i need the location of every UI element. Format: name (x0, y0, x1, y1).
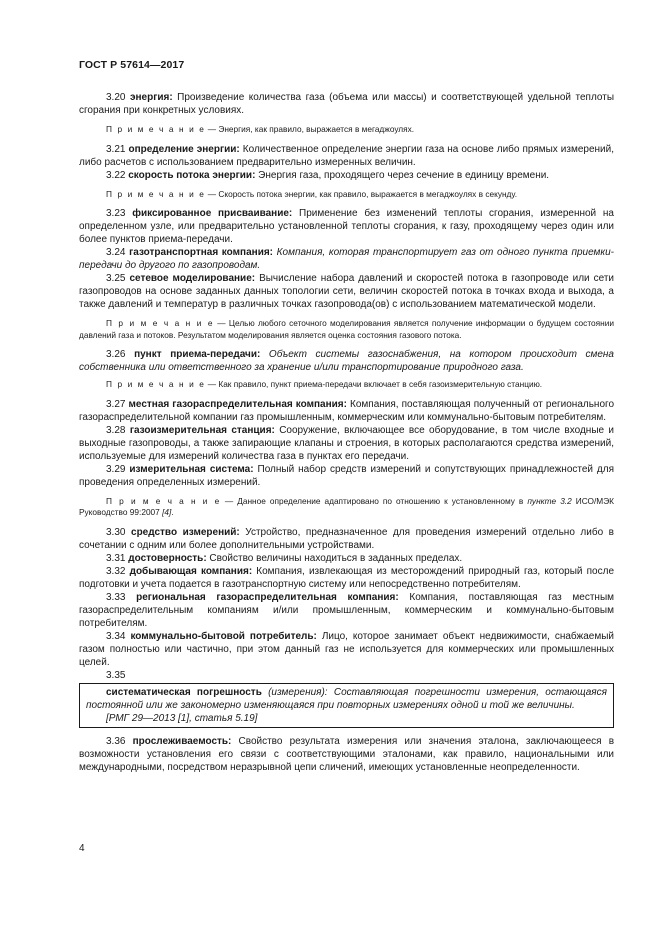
term: фиксированное присваивание: (132, 208, 293, 219)
note-3-29 (79, 496, 614, 519)
term: сетевое моделирование: (129, 273, 256, 284)
definition-text: Компания, извлекающая из месторождений природный газ, который после подготовки и учета подается в газотранспортную систему или непосредственно потребителям. (79, 565, 615, 590)
note-3-20 (79, 124, 614, 136)
definition-text: Полный набор средств измерений и сопутствующих принадлежностей для проведения определенных измерений. (79, 463, 615, 488)
item-number: 3.31 (106, 552, 126, 564)
definition-text: Компания, которая транспортирует газ от одного пункта приемки-передачи до другого по газопроводам. (79, 247, 614, 271)
item-number: 3.24 (106, 247, 126, 258)
term: скорость потока энергии: (128, 169, 256, 181)
note-text: — Как правило, пункт приема-передачи включает в себя газоизмерительную станцию. (205, 379, 543, 389)
note-text: — Скорость потока энергии, как правило, выражается в мегаджоулях в секунду. (205, 188, 518, 199)
definition-text: Лицо, которое занимает объект недвижимости, снабжаемый газом полностью или частично, при этом данный газ не используется для коммерческих или промышленных целей. (79, 630, 614, 668)
term: добывающая компания: (129, 565, 253, 577)
item-number: 3.34 (106, 630, 126, 642)
definition-3-31 (79, 552, 614, 565)
definition-text: Произведение количества газа (объема или массы) и соответствующей удельной теплоты сгорания при конкретных условиях. (79, 92, 615, 116)
note-label: П р и м е ч а н и е (106, 318, 215, 328)
item-number: 3.22 (106, 169, 126, 181)
term: систематическая погрешность (106, 686, 262, 698)
quoted-definition-box (79, 683, 614, 728)
definition-3-28 (79, 424, 614, 463)
definition-text: Объект системы газоснабжения, на котором происходит смена собственника или ответственного за хранение и/или транспортирование природного газа. (79, 349, 614, 373)
item-number: 3.29 (106, 463, 126, 475)
term: региональная газораспределительная компания: (136, 591, 399, 603)
definition-text: Свойство величины находиться в заданных пределах. (206, 552, 463, 564)
note-3-22 (79, 189, 614, 201)
definition-3-20 (79, 91, 614, 117)
note-text: — Данное определение адаптировано по отношению к установленному в (220, 495, 528, 506)
note-text: ИСО/МЭК Руководство 99:2007 (79, 495, 614, 517)
note-label: П р и м е ч а н и е (106, 188, 206, 199)
term: энергия: (129, 92, 173, 103)
item-number: 3.27 (106, 398, 126, 410)
note-text: . (171, 507, 174, 517)
source-reference: [РМГ 29—2013 [1], статья 5.19] (106, 712, 258, 724)
note-reference: [4] (162, 507, 172, 517)
note-text: — Целью любого сеточного моделирования является получение информации о будущем состоянии давлений газа и потоков. Результатом моделирования является оценка состояния газового потока. (79, 318, 614, 340)
item-number: 3.32 (106, 565, 126, 577)
term: газотранспортная компания: (129, 247, 274, 258)
definition-text: Устройство, предназначенное для проведения измерений отдельно либо в сочетании с одним или более дополнительными устройствами. (79, 526, 614, 551)
term-qualifier: (измерения): (261, 686, 328, 698)
definition-3-34 (79, 630, 614, 669)
note-label: П р и м е ч а н и е (106, 379, 206, 389)
term: пункт приема-передачи: (134, 349, 261, 360)
term: местная газораспределительная компания: (128, 398, 347, 410)
note-label: П р и м е ч а н и е (106, 124, 206, 134)
term: газоизмерительная станция: (129, 424, 275, 436)
term: прослеживаемость: (132, 735, 232, 747)
item-number: 3.36 (106, 735, 126, 747)
definition-3-32 (79, 565, 614, 591)
definition-text: Применение без изменений теплоты сгорания, измеренной на определенном узле, или предварительно установленной теплоты сгорания, к газу, проходящему через один или более пунктов приема-передачи. (79, 208, 614, 245)
definition-text: Свойство результата измерения или значения эталона, заключающееся в возможности установления его связи с соответствующими эталонами, как правило, национальными или международными, посредством неразрывной цепи сличений, имеющих установленные неопределенности. (79, 735, 615, 773)
item-number: 3.26 (106, 349, 126, 360)
definition-text: Сооружение, включающее все оборудование, в том числе входные и выходные газопроводы, а также запирающие клапаны и строения, в которых располагаются средства измерений, используемые для измерений количества газа в пунктах его передачи. (79, 424, 615, 462)
note-3-26 (79, 379, 614, 391)
definition-text: Компания, поставляющая полученный от регионального газораспределительной компании газ промышленным, коммерческим или коммунально-бытовым потребителям. (79, 398, 615, 423)
item-number: 3.25 (106, 273, 126, 284)
item-number-3-35: 3.35 (106, 669, 126, 681)
note-text: — Энергия, как правило, выражается в мегаджоулях. (205, 124, 415, 134)
term: достоверность: (128, 552, 207, 564)
item-number: 3.28 (106, 424, 126, 436)
definition-3-22 (79, 169, 614, 182)
note-3-25 (79, 318, 614, 341)
definition-text: Вычисление набора давлений и скоростей потока в газопроводе или сети газопроводов на основе заданных данных топологии сети, величин скоростей потока в точках входа и выхода, а также давлений и температур в различных точках газопровода(ов) с использованием математической модели. (79, 273, 614, 310)
definition-3-26 (79, 348, 614, 374)
definition-text: Энергия газа, проходящего через сечение в единицу времени. (255, 169, 550, 181)
definition-text: Составляющая погрешности измерения, остающаяся постоянной или же закономерно изменяющаяся при повторных измерениях одной и той же величины. (86, 686, 607, 711)
document-header: ГОСТ Р 57614—2017 (79, 59, 185, 71)
definition-text: Количественное определение энергии газа на основе либо прямых измерений, либо расчетов с использованием предварительно измеренных величин. (79, 143, 615, 168)
term: средство измерений: (131, 526, 240, 538)
item-number: 3.20 (106, 92, 126, 103)
note-label: П р и м е ч а н и е (106, 495, 221, 506)
term: коммунально-бытовой потребитель: (130, 630, 317, 642)
definition-3-29 (79, 463, 614, 489)
item-number: 3.23 (106, 208, 126, 219)
definition-3-30 (79, 526, 614, 552)
term: измерительная система: (129, 463, 254, 475)
term: определение энергии: (128, 143, 240, 155)
definition-3-27 (79, 398, 614, 424)
definition-3-35 (86, 686, 607, 712)
item-number: 3.33 (106, 591, 126, 603)
note-reference: пункте 3.2 (527, 495, 572, 506)
document-body (79, 91, 614, 774)
definition-text: Компания, поставляющая газ местным газораспределительным компаниям и/или промышленным, коммерческим и коммунально-бытовым потребителям. (79, 591, 615, 629)
definition-3-23 (79, 207, 614, 246)
definition-3-21 (79, 143, 614, 169)
definition-3-36 (79, 735, 614, 774)
definition-3-24 (79, 246, 614, 272)
item-number: 3.30 (106, 526, 126, 538)
definition-3-33 (79, 591, 614, 630)
page-number: 4 (79, 843, 85, 854)
item-number: 3.21 (106, 143, 126, 155)
definition-3-25 (79, 272, 614, 311)
